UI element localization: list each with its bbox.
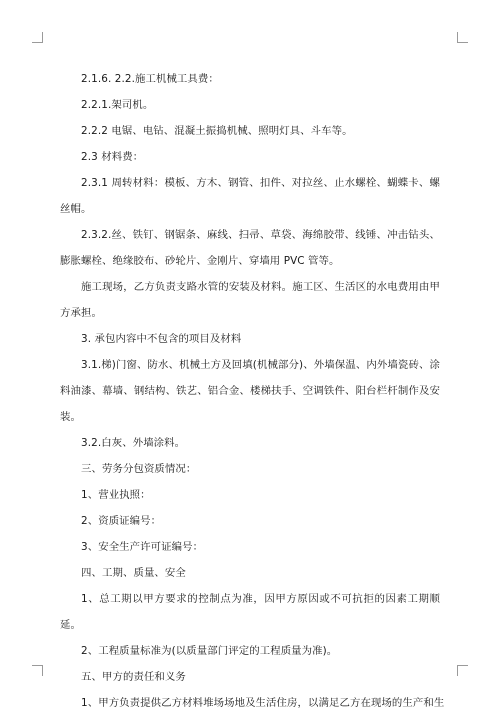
paragraph-item-2-3-1: 2.3.1 周转材料：模板、方木、钢管、扣件、对拉丝、止水螺栓、蝴蝶卡、螺丝帽。 xyxy=(60,177,440,215)
paragraph-safety-permit: 3、安全生产许可证编号： xyxy=(81,541,204,553)
paragraph-quality-standard: 2、工程质量标准为(以质量部门评定的工程质量为准)。 xyxy=(81,645,338,657)
paragraph-item-3-2: 3.2.白灰、外墙涂料。 xyxy=(81,437,186,449)
paragraph-heading-qualification: 三、劳务分包资质情况： xyxy=(81,463,197,475)
crop-mark-top-left xyxy=(32,32,43,43)
paragraph-item-3-1: 3.1.梯)门窗、防水、机械土方及回填(机械部分)、外墙保温、内外墙瓷砖、涂料油漆、幕墙、钢结构、铁艺、铝合金、楼梯扶手、空调铁件、阳台栏杆制作及安装。 xyxy=(60,359,440,423)
paragraph-site-water: 施工现场，乙方负责支路水管的安装及材料。施工区、生活区的水电费用由甲方承担。 xyxy=(60,281,440,319)
crop-mark-top-right xyxy=(457,32,468,43)
paragraph-item-2-2-1: 2.2.1.架司机。 xyxy=(81,99,154,111)
crop-mark-bottom-right xyxy=(457,665,468,676)
paragraph-item-2-2-2: 2.2.2 电锯、电钻、混凝土振捣机械、照明灯具、斗车等。 xyxy=(81,125,353,137)
paragraph-certificate-number: 2、资质证编号： xyxy=(81,515,162,527)
paragraph-party-a-site: 1、甲方负责提供乙方材料堆场场地及生活住房，以满足乙方在现场的生产和生 xyxy=(81,697,445,709)
crop-mark-bottom-left xyxy=(32,665,43,676)
paragraph-heading-party-a-duties: 五、甲方的责任和义务 xyxy=(81,671,186,683)
paragraph-heading-excluded-items: 3. 承包内容中不包含的项目及材料 xyxy=(81,333,242,345)
paragraph-business-license: 1、营业执照： xyxy=(81,489,151,501)
paragraph-item-2-3-2: 2.3.2.丝、铁钉、钢锯条、麻线、扫帚、草袋、海绵胶带、线锤、冲击钻头、膨胀螺栓、绝缘胶布、砂轮片、金刚片、穿墙用 PVC 管等。 xyxy=(60,229,440,267)
paragraph-heading-schedule-quality: 四、工期、质量、安全 xyxy=(81,567,186,579)
document-body xyxy=(60,66,445,716)
paragraph-heading-material-fee: 2.3 材料费： xyxy=(81,151,144,163)
paragraph-heading-machinery-fee: 2.1.6. 2.2.施工机械工具费： xyxy=(81,73,219,85)
paragraph-total-duration: 1、总工期以甲方要求的控制点为准，因甲方原因或不可抗拒的因素工期顺延。 xyxy=(60,593,440,631)
